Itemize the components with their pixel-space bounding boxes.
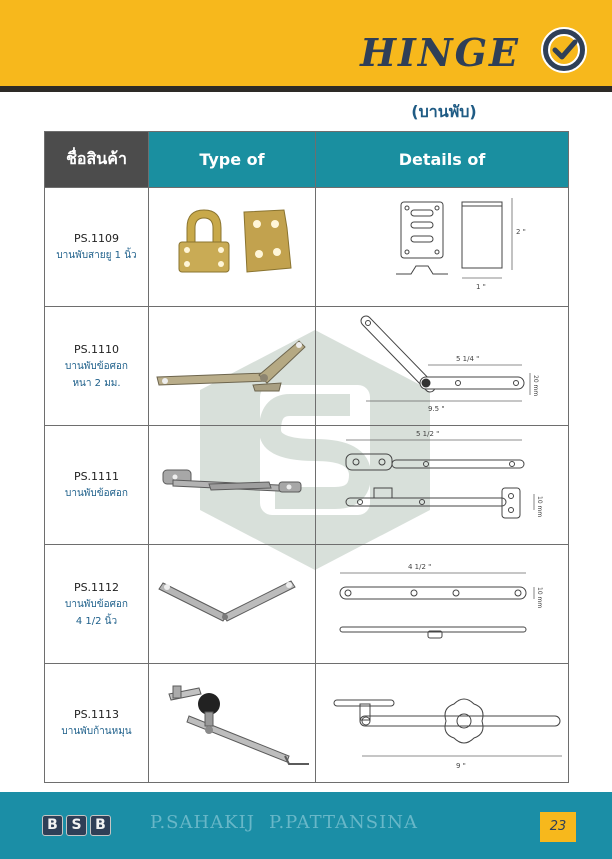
product-table <box>44 131 569 783</box>
product-name-thai: บานพับข้อศอก <box>65 360 128 372</box>
product-name-thai: 4 1/2 นิ้ว <box>75 615 118 627</box>
dimension-thickness: 20 mm <box>532 375 539 397</box>
dimension-length: 5 1/2 " <box>416 430 440 438</box>
product-name-cell <box>45 307 149 426</box>
product-photo-cell <box>149 307 316 426</box>
logo-letter: B <box>90 815 111 836</box>
product-name-thai: หนา 2 มม. <box>72 377 121 389</box>
elbow-stay-photo <box>149 545 315 663</box>
table-row <box>45 188 569 307</box>
dimension-width: 1 " <box>476 283 486 291</box>
product-detail-cell <box>316 545 569 664</box>
elbow-hinge-drawing <box>316 307 568 425</box>
column-header-details: Details of <box>316 132 569 188</box>
elbow-stay-drawing <box>316 545 568 663</box>
product-code: PS.1109 <box>73 232 120 245</box>
table-row <box>45 307 569 426</box>
dimension-height: 2 " <box>516 228 526 236</box>
company-name: P.PATTANSINA <box>269 812 418 833</box>
product-name-thai: บานพับก้านหมุน <box>61 726 132 737</box>
dimension-thickness: 10 mm <box>536 496 543 518</box>
product-photo-cell <box>149 188 316 307</box>
table-row <box>45 426 569 545</box>
product-photo-cell <box>149 545 316 664</box>
product-code: PS.1113 <box>73 708 120 721</box>
product-detail-cell <box>316 188 569 307</box>
dimension-length: 4 1/2 " <box>408 563 432 571</box>
column-header-name: ชื่อสินค้า <box>45 132 149 188</box>
dimension-span: 5 1/4 " <box>456 355 480 363</box>
product-name-thai: บานพับข้อศอก <box>65 488 128 499</box>
stay-hinge-drawing <box>316 426 568 544</box>
company-logo <box>42 814 114 836</box>
checkmark-badge-icon <box>536 22 592 78</box>
page-subtitle: (บานพับ) <box>411 102 477 121</box>
product-code: PS.1111 <box>73 470 120 483</box>
product-detail-cell <box>316 426 569 545</box>
product-detail-cell <box>316 664 569 783</box>
product-name-cell <box>45 188 149 307</box>
pivot-stay-photo <box>149 664 315 782</box>
pivot-stay-drawing <box>316 664 568 782</box>
product-name-thai: บานพับข้อศอก <box>65 598 128 610</box>
hasp-drawing <box>316 188 568 306</box>
logo-letter: B <box>42 815 63 836</box>
product-detail-cell <box>316 307 569 426</box>
column-header-type: Type of <box>149 132 316 188</box>
dimension-length: 9.5 " <box>428 405 445 413</box>
header-divider <box>0 86 612 92</box>
product-name-cell <box>45 545 149 664</box>
page-title: HINGE <box>360 30 520 75</box>
product-name-thai: บานพับสายยู 1 นิ้ว <box>56 250 137 261</box>
company-name: P.SAHAKIJ <box>150 812 255 833</box>
stay-hinge-photo <box>149 426 315 544</box>
header-band <box>0 0 612 88</box>
dimension-thickness: 10 mm <box>536 587 543 609</box>
hasp-hinge-photo <box>149 188 315 306</box>
product-photo-cell <box>149 426 316 545</box>
product-name-cell <box>45 664 149 783</box>
product-code: PS.1110 <box>73 342 120 356</box>
footer-company-names <box>150 812 432 833</box>
dimension-length: 9 " <box>456 762 466 770</box>
logo-letter: S <box>66 815 87 836</box>
table-row <box>45 545 569 664</box>
product-photo-cell <box>149 664 316 783</box>
page-number: 23 <box>540 812 576 842</box>
product-name-cell <box>45 426 149 545</box>
table-row <box>45 664 569 783</box>
product-code: PS.1112 <box>73 580 120 594</box>
elbow-hinge-photo <box>149 307 315 425</box>
